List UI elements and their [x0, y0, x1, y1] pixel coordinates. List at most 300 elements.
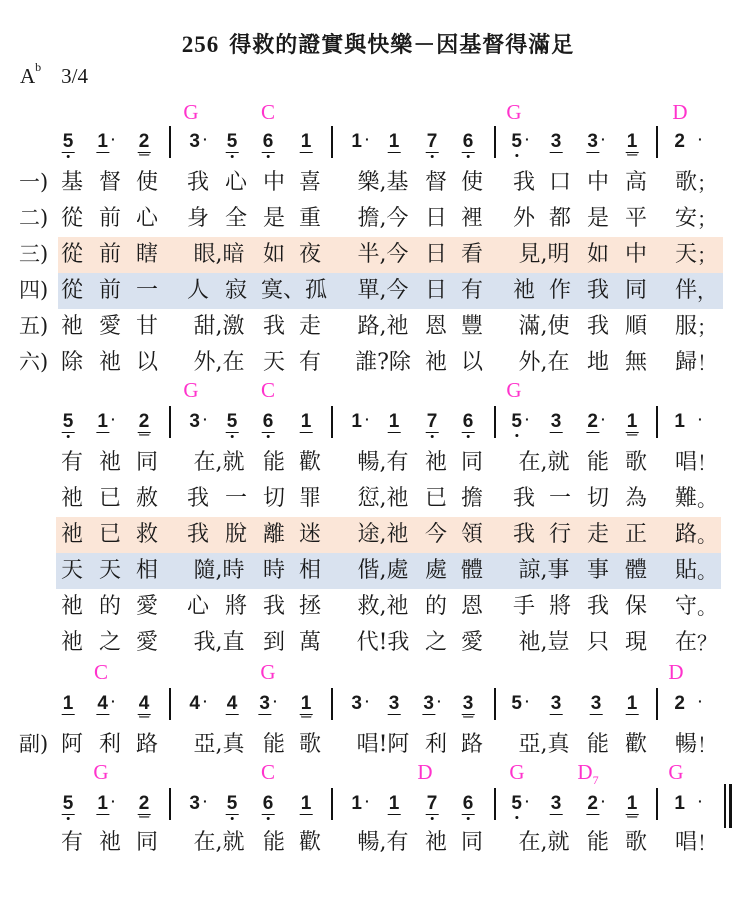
augmentation-dot: · — [364, 693, 370, 709]
chord-symbol — [261, 102, 275, 123]
lyric-syllable: 能 — [262, 732, 286, 757]
lyric-syllable: 我 — [186, 486, 210, 511]
lyric-syllable: 在,就 — [193, 450, 245, 475]
note-digit: 2 — [587, 411, 598, 432]
lyric-syllable: 祂,豈 — [518, 630, 570, 655]
note-digit: 1 — [626, 411, 638, 432]
note — [586, 132, 605, 153]
lyric-syllable: 能 — [262, 450, 286, 475]
note — [586, 794, 605, 815]
lyric-syllable: 我 — [586, 594, 610, 619]
verse-end-punctuation: ？ — [697, 631, 717, 655]
lyric-syllable: 恩 — [460, 594, 484, 619]
note — [626, 412, 639, 433]
lyric-syllable: 單,今 — [357, 278, 409, 303]
augmentation-dot: · — [110, 131, 116, 147]
verse-end-punctuation: ！ — [697, 831, 717, 855]
note — [350, 694, 369, 713]
lyric-syllable: 體 — [460, 558, 484, 583]
lyric-syllable: 將 — [548, 594, 572, 619]
note — [388, 412, 401, 433]
note — [262, 412, 275, 433]
augmentation-dot: · — [272, 693, 278, 709]
verse-number: 五) — [19, 314, 49, 338]
augmentation-dot: · — [202, 793, 208, 809]
note-digit: 2 — [674, 131, 685, 152]
lyric-syllable: 能 — [586, 450, 610, 475]
note — [590, 694, 603, 715]
lyric-syllable: 使 — [135, 170, 159, 195]
lyric-syllable: 走 — [586, 522, 610, 547]
lyric-syllable: 唱 — [674, 830, 698, 855]
lyric-syllable: 甜,激 — [193, 314, 245, 339]
note — [300, 794, 313, 815]
final-barline-thin — [724, 784, 726, 828]
lyric-syllable: 樂,基 — [357, 170, 409, 195]
note — [188, 794, 207, 813]
lyric-syllable: 前 — [98, 242, 122, 267]
verse-end-punctuation: ； — [697, 171, 717, 195]
note — [426, 412, 439, 433]
note — [262, 794, 275, 815]
lyric-syllable: 愛 — [98, 314, 122, 339]
lyric-syllable: 我 — [512, 522, 536, 547]
hymn-number: 256 — [181, 32, 220, 57]
lyric-syllable: 諒,事 — [518, 558, 570, 583]
lyric-syllable: 同 — [460, 450, 484, 475]
lyric-syllable: 中 — [624, 242, 648, 267]
verse-end-punctuation: ！ — [697, 351, 717, 375]
lyric-syllable: 前 — [98, 206, 122, 231]
lyric-syllable: 使 — [460, 170, 484, 195]
note — [462, 694, 475, 715]
note — [550, 132, 563, 153]
lyric-syllable: 全 — [224, 206, 248, 231]
chord-label: G — [509, 760, 525, 784]
lyric-syllable: 一 — [224, 486, 248, 511]
note — [226, 694, 239, 715]
lyric-syllable: 同 — [624, 278, 648, 303]
barline — [656, 788, 658, 820]
note — [462, 132, 475, 153]
note — [426, 132, 439, 153]
note — [350, 132, 369, 151]
note-digit: 5 — [62, 411, 74, 432]
note — [586, 412, 605, 433]
lyric-syllable: 一 — [135, 278, 159, 303]
note-digit: 3 — [189, 411, 200, 432]
note — [226, 794, 239, 815]
lyric-syllable: 外,在 — [193, 350, 245, 375]
lyric-syllable: 救 — [135, 522, 159, 547]
note — [262, 132, 275, 153]
chord-label: G — [183, 378, 199, 402]
chord-label: D — [672, 100, 688, 124]
note-digit: 3 — [550, 793, 562, 814]
note-digit: 1 — [62, 693, 74, 714]
lyric-syllable: 路 — [674, 522, 698, 547]
augmentation-dot: · — [110, 411, 116, 427]
note-digit: 6 — [462, 793, 474, 814]
chord-symbol — [261, 762, 275, 783]
key-letter: A — [20, 64, 36, 88]
note — [510, 694, 529, 713]
lyric-syllable: 天 — [60, 558, 84, 583]
note-digit: 6 — [262, 131, 274, 152]
lyric-syllable: 祂 — [60, 630, 84, 655]
augmentation-dot: · — [697, 693, 703, 709]
note-digit: 5 — [511, 131, 522, 152]
lyric-syllable: 心 — [186, 594, 210, 619]
note-digit: 1 — [388, 131, 400, 152]
lyric-syllable: 體 — [624, 558, 648, 583]
hymn-title — [0, 28, 756, 59]
lyric-syllable: 除 — [60, 350, 84, 375]
augmentation-dot: · — [202, 411, 208, 427]
note — [550, 694, 563, 715]
lyric-syllable: 祂 — [424, 350, 448, 375]
chord-label: G — [668, 760, 684, 784]
lyric-syllable: 手 — [512, 594, 536, 619]
note — [62, 794, 75, 815]
lyric-syllable: 暢,有 — [357, 830, 409, 855]
lyric-syllable: 阿 — [60, 732, 84, 757]
lyric-syllable: 同 — [135, 830, 159, 855]
barline — [656, 688, 658, 720]
lyric-syllable: 切 — [262, 486, 286, 511]
note-digit: 7 — [426, 793, 438, 814]
note-digit: 5 — [226, 411, 238, 432]
note — [300, 412, 313, 433]
note — [462, 412, 475, 433]
lyric-syllable: 中 — [586, 170, 610, 195]
lyric-syllable: 看 — [460, 242, 484, 267]
lyric-syllable: 從 — [60, 278, 84, 303]
lyric-syllable: 救,祂 — [357, 594, 409, 619]
barline — [169, 126, 171, 158]
lyric-syllable: 擔,今 — [357, 206, 409, 231]
lyric-syllable: 安 — [674, 206, 698, 231]
lyric-syllable: 擔 — [460, 486, 484, 511]
barline — [169, 788, 171, 820]
note — [422, 694, 441, 715]
lyric-syllable: 今 — [424, 522, 448, 547]
lyric-syllable: 現 — [624, 630, 648, 655]
augmentation-dot: · — [524, 693, 530, 709]
lyric-syllable: 滿,使 — [518, 314, 570, 339]
lyric-syllable: 代!我 — [356, 630, 410, 655]
barline — [494, 688, 496, 720]
note-digit: 3 — [388, 693, 400, 714]
note — [673, 794, 702, 813]
final-barline-thick — [729, 784, 732, 828]
augmentation-dot: · — [600, 411, 606, 427]
note-digit: 3 — [550, 131, 562, 152]
lyric-syllable: 前 — [98, 278, 122, 303]
chord-symbol — [577, 762, 598, 786]
note — [626, 694, 639, 715]
note-digit: 4 — [226, 693, 238, 714]
lyric-syllable: 我 — [186, 170, 210, 195]
note — [138, 794, 151, 815]
note — [462, 794, 475, 815]
lyric-syllable: 行 — [548, 522, 572, 547]
lyric-syllable: 路 — [135, 732, 159, 757]
lyric-syllable: 中 — [262, 170, 286, 195]
lyric-syllable: 日 — [424, 278, 448, 303]
lyric-syllable: 我 — [262, 594, 286, 619]
lyric-syllable: 亞,真 — [193, 732, 245, 757]
hymn-title-text: 得救的證實與快樂－因基督得滿足 — [229, 33, 575, 58]
lyric-syllable: 高 — [624, 170, 648, 195]
note — [626, 794, 639, 815]
note-digit: 3 — [462, 693, 474, 714]
barline — [656, 406, 658, 438]
note — [96, 412, 115, 433]
lyric-syllable: 路 — [460, 732, 484, 757]
note — [426, 794, 439, 815]
chord-symbol — [506, 380, 521, 401]
augmentation-dot: · — [600, 793, 606, 809]
chord-symbol — [668, 762, 683, 783]
note-digit: 7 — [426, 411, 438, 432]
lyric-syllable: 相 — [298, 558, 322, 583]
lyric-syllable: 同 — [460, 830, 484, 855]
lyric-syllable: 正 — [624, 522, 648, 547]
augmentation-dot: · — [364, 131, 370, 147]
lyric-syllable: 處 — [424, 558, 448, 583]
barline — [494, 406, 496, 438]
lyric-syllable: 脫 — [224, 522, 248, 547]
note-digit: 5 — [62, 793, 74, 814]
verse-number: 四) — [19, 278, 49, 302]
lyric-syllable: 以 — [135, 350, 159, 375]
lyric-syllable: 難 — [674, 486, 698, 511]
chord-label: G — [506, 378, 522, 402]
note-digit: 1 — [388, 793, 400, 814]
lyric-syllable: 誰?除 — [355, 350, 411, 375]
lyric-syllable: 暢 — [674, 732, 698, 757]
lyric-syllable: 無 — [624, 350, 648, 375]
chord-symbol — [261, 380, 275, 401]
note — [258, 694, 277, 715]
note — [510, 794, 529, 813]
note-digit: 3 — [587, 131, 598, 152]
lyric-syllable: 之 — [98, 630, 122, 655]
note-digit: 2 — [138, 411, 150, 432]
lyric-syllable: 愆,祂 — [357, 486, 409, 511]
lyric-syllable: 伴 — [674, 278, 698, 303]
note — [188, 694, 207, 713]
lyric-syllable: 保 — [624, 594, 648, 619]
lyric-syllable: 寂 — [224, 278, 248, 303]
note-digit: 1 — [674, 793, 685, 814]
chord-label: G — [93, 760, 109, 784]
note-digit: 5 — [511, 793, 522, 814]
lyric-syllable: 祂 — [98, 830, 122, 855]
lyric-syllable: 督 — [98, 170, 122, 195]
note-digit: 1 — [388, 411, 400, 432]
note — [510, 132, 529, 151]
lyric-syllable: 順 — [624, 314, 648, 339]
lyric-syllable: 迷 — [298, 522, 322, 547]
verse-end-punctuation: 。 — [697, 523, 717, 547]
note — [550, 412, 563, 433]
lyric-syllable: 以 — [460, 350, 484, 375]
verse-end-punctuation: ！ — [697, 733, 717, 757]
lyric-syllable: 人 — [186, 278, 210, 303]
note-digit: 5 — [226, 131, 238, 152]
chord-symbol — [260, 662, 275, 683]
note — [96, 694, 115, 715]
lyric-syllable: 祂 — [424, 830, 448, 855]
lyric-syllable: 天 — [262, 350, 286, 375]
lyric-syllable: 是 — [586, 206, 610, 231]
lyric-syllable: 領 — [460, 522, 484, 547]
note — [300, 132, 313, 153]
note — [226, 412, 239, 433]
lyric-syllable: 我 — [586, 314, 610, 339]
chord-label: D — [577, 760, 593, 784]
lyric-syllable: 有 — [298, 350, 322, 375]
lyric-syllable: 我 — [186, 522, 210, 547]
lyric-syllable: 利 — [98, 732, 122, 757]
note-digit: 3 — [590, 693, 602, 714]
lyric-syllable: 唱!阿 — [356, 732, 410, 757]
lyric-syllable: 歡 — [298, 830, 322, 855]
note-digit: 3 — [259, 693, 270, 714]
lyric-syllable: 歡 — [624, 732, 648, 757]
note-digit: 1 — [351, 793, 362, 814]
lyric-syllable: 外,在 — [518, 350, 570, 375]
note-digit: 1 — [97, 793, 108, 814]
lyric-syllable: 平 — [624, 206, 648, 231]
note — [188, 412, 207, 431]
verse-end-punctuation: ； — [697, 315, 717, 339]
lyric-syllable: 半,今 — [357, 242, 409, 267]
note — [388, 132, 401, 153]
note — [226, 132, 239, 153]
lyric-syllable: 有 — [60, 830, 84, 855]
lyric-syllable: 祂 — [60, 594, 84, 619]
lyric-syllable: 到 — [262, 630, 286, 655]
lyric-syllable: 萬 — [298, 630, 322, 655]
barline — [656, 126, 658, 158]
chord-label: D — [417, 760, 433, 784]
lyric-syllable: 為 — [624, 486, 648, 511]
lyric-syllable: 愛 — [460, 630, 484, 655]
lyric-syllable: 將 — [224, 594, 248, 619]
chord-label: G — [260, 660, 276, 684]
verse-end-punctuation: 。 — [697, 595, 717, 619]
lyric-syllable: 能 — [586, 732, 610, 757]
lyric-syllable: 相 — [135, 558, 159, 583]
lyric-syllable: 罪 — [298, 486, 322, 511]
chord-symbol — [183, 380, 198, 401]
lyric-syllable: 從 — [60, 242, 84, 267]
barline — [331, 788, 333, 820]
note-digit: 3 — [189, 131, 200, 152]
note-digit: 6 — [262, 793, 274, 814]
lyric-syllable: 服 — [674, 314, 698, 339]
lyric-syllable: 歌 — [674, 170, 698, 195]
lyric-syllable: 祂 — [60, 522, 84, 547]
verse-number: 一) — [19, 170, 49, 194]
augmentation-dot: · — [524, 793, 530, 809]
note — [550, 794, 563, 815]
lyric-syllable: 從 — [60, 206, 84, 231]
lyric-syllable: 裡 — [460, 206, 484, 231]
augmentation-dot: · — [110, 793, 116, 809]
note-digit: 1 — [97, 131, 108, 152]
lyric-syllable: 之 — [424, 630, 448, 655]
augmentation-dot: · — [202, 131, 208, 147]
chord-label: D — [668, 660, 684, 684]
lyric-syllable: 暢,有 — [357, 450, 409, 475]
lyric-syllable: 愛 — [135, 594, 159, 619]
augmentation-dot: · — [202, 693, 208, 709]
note-digit: 1 — [300, 411, 312, 432]
note — [188, 132, 207, 151]
lyric-syllable: 亞,真 — [518, 732, 570, 757]
note-digit: 5 — [511, 411, 522, 432]
lyric-syllable: 離 — [262, 522, 286, 547]
note — [62, 412, 75, 433]
note-digit: 1 — [626, 131, 638, 152]
chord-symbol — [183, 102, 198, 123]
lyric-syllable: 守 — [674, 594, 698, 619]
note — [96, 794, 115, 815]
lyric-syllable: 利 — [424, 732, 448, 757]
chord-label: G — [506, 100, 522, 124]
note — [673, 694, 702, 713]
lyric-syllable: 能 — [262, 830, 286, 855]
chord-label: C — [93, 660, 109, 684]
verse-number: 三) — [19, 242, 49, 266]
note — [138, 132, 151, 153]
lyric-syllable: 如 — [262, 242, 286, 267]
note — [350, 794, 369, 813]
lyric-syllable: 事 — [586, 558, 610, 583]
barline — [331, 126, 333, 158]
note-digit: 1 — [351, 411, 362, 432]
note-digit: 1 — [300, 693, 312, 714]
lyric-syllable: 見,明 — [518, 242, 570, 267]
lyric-syllable: 作 — [548, 278, 572, 303]
lyric-syllable: 都 — [548, 206, 572, 231]
lyric-syllable: 重 — [298, 206, 322, 231]
lyric-syllable: 歌 — [298, 732, 322, 757]
note-digit: 1 — [626, 693, 638, 714]
lyric-syllable: 豐 — [460, 314, 484, 339]
lyric-syllable: 一 — [548, 486, 572, 511]
note — [138, 694, 151, 715]
augmentation-dot: · — [524, 411, 530, 427]
barline — [331, 406, 333, 438]
augmentation-dot: · — [697, 793, 703, 809]
note-digit: 1 — [300, 793, 312, 814]
barline — [169, 406, 171, 438]
note — [62, 694, 75, 715]
lyric-syllable: 途,祂 — [357, 522, 409, 547]
note-digit: 1 — [674, 411, 685, 432]
chord-symbol — [94, 662, 108, 683]
note — [673, 412, 702, 431]
chord-label: C — [260, 760, 276, 784]
lyric-syllable: 喜 — [298, 170, 322, 195]
note — [300, 694, 313, 715]
barline — [331, 688, 333, 720]
